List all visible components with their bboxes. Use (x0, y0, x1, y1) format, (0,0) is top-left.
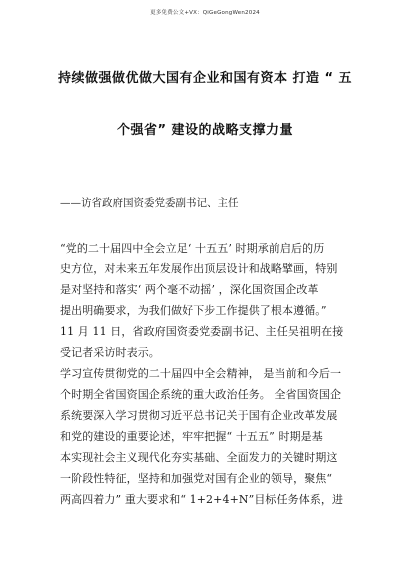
body-line: 个时期全省国资国企系统的重大政治任务。 全省国资国企 (60, 388, 342, 401)
body-line: 一阶段性特征，坚持和加强党对国有企业的领导，聚焦“ (60, 472, 333, 485)
body-line: 本实现社会主义现代化夯实基础、全面发力的关键时期这 (60, 451, 338, 464)
body-line: 两高四着力” 重大要求和“ 1+2+4+N”目标任务体系，进 (60, 493, 344, 506)
body-line: 和党的建设的重要论述，牢牢把握“ 十五五” 时期是基 (60, 430, 323, 443)
body-line: “党的二十届四中全会立足‘ 十五五’ 时期承前启后的历 (60, 242, 325, 255)
document-subtitle: ——访省政府国资委党委副书记、主任 (60, 197, 239, 209)
body-line: 系统要深入学习贯彻习近平总书记关于国有企业改革发展 (60, 409, 338, 422)
body-line: 史方位，对未来五年发展作出顶层设计和战略擘画，特别 (60, 262, 338, 275)
document-title-line-1: 持续做强做优做大国有企业和国有资本 打造 “ 五 (57, 71, 353, 86)
document-title-line-2: 个强省” 建设的战略支撑力量 (116, 123, 294, 138)
body-line: 学习宣传贯彻党的二十届四中全会精神， 是当前和今后一 (60, 367, 342, 380)
body-line: 是对坚持和落实‘ 两个毫不动摇’ ，深化国资国企改革 (60, 283, 319, 296)
header-note: 更多免费公文+VX：QiGeGongWen2024 (150, 10, 260, 16)
body-line: 11 月 11 日，省政府国资委党委副书记、主任吴祖明在接 (60, 325, 344, 338)
body-line: 提出明确要求，为我们做好下步工作提供了根本遵循。” (60, 304, 327, 317)
body-line: 受记者采访时表示。 (60, 346, 160, 359)
